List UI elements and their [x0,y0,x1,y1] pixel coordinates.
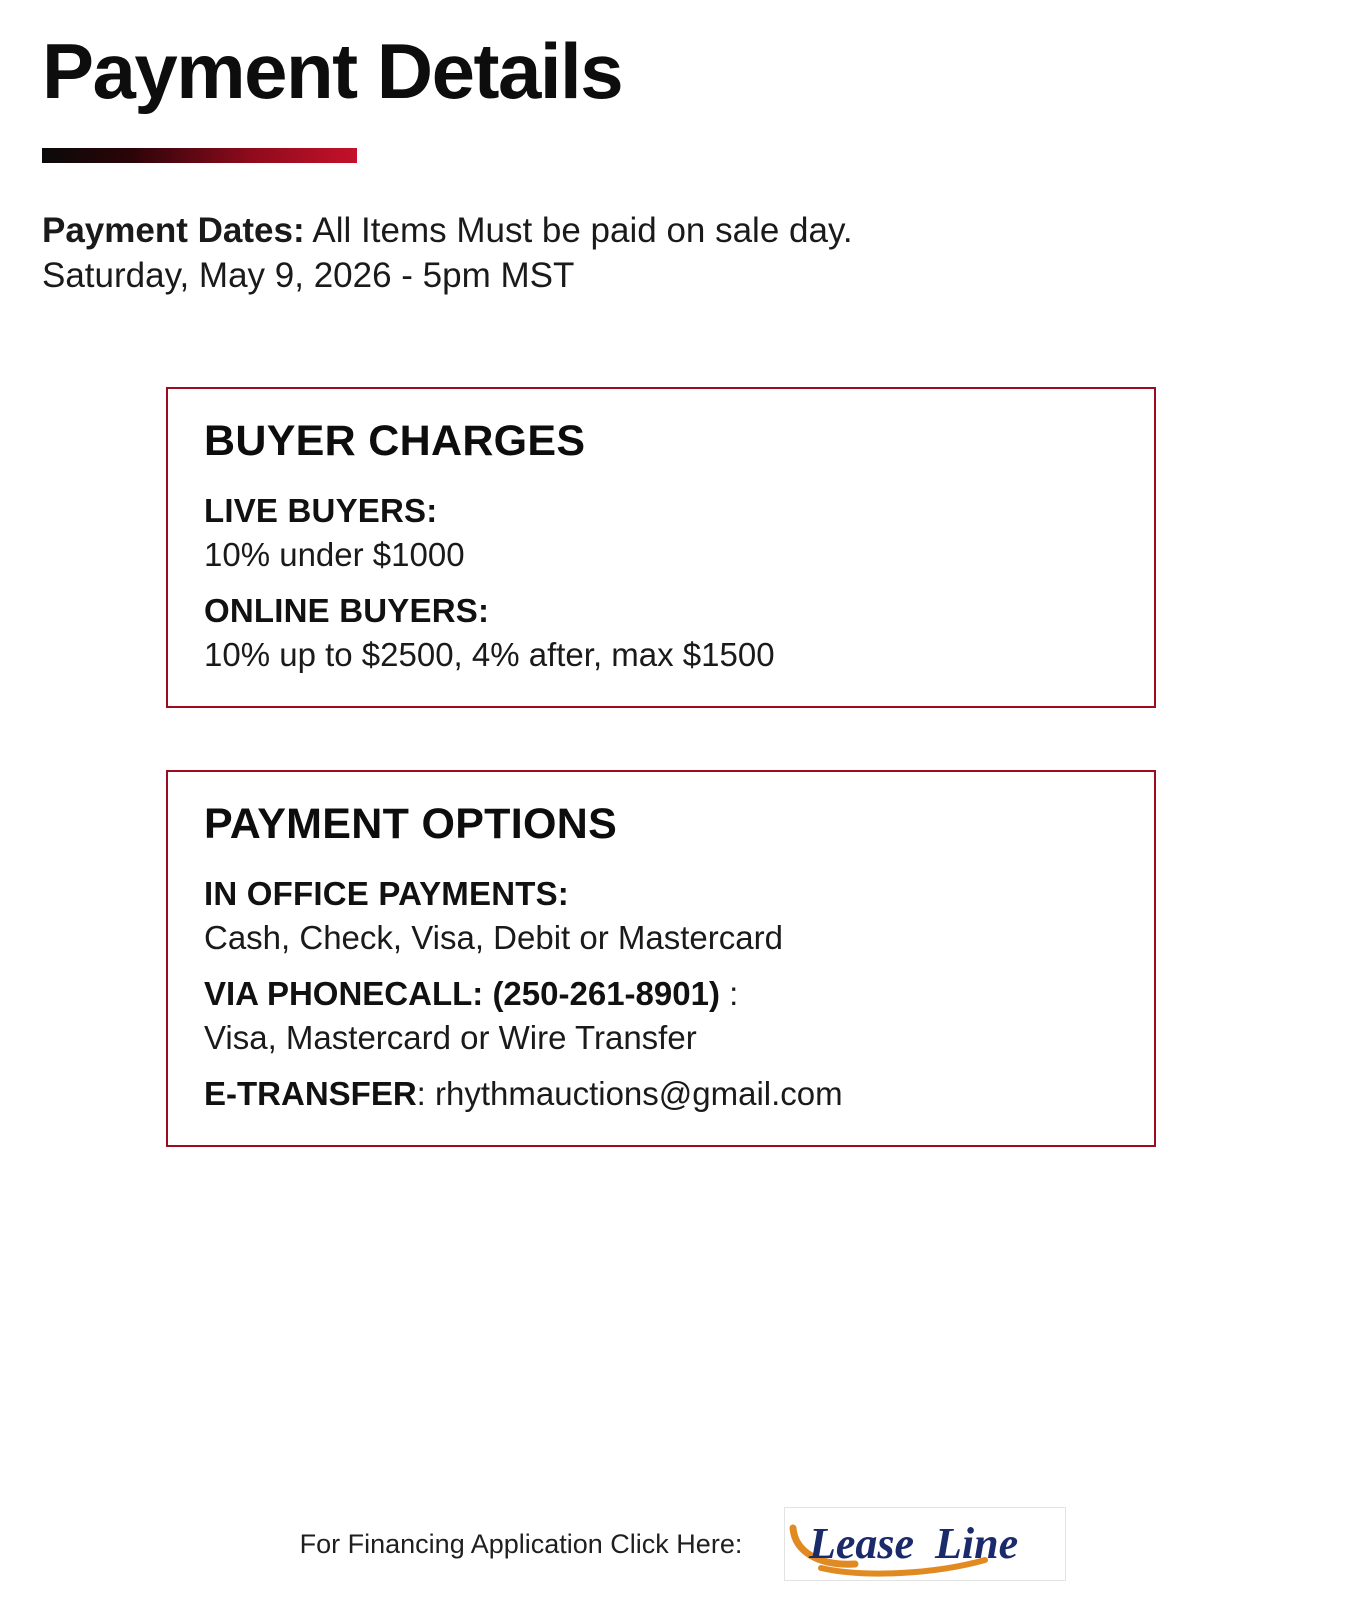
svg-text:Line: Line [935,1519,1019,1568]
etransfer-separator: : [416,1074,436,1112]
payment-dates-label: Payment Dates: [42,211,305,250]
in-office-payments-value: Cash, Check, Visa, Debit or Mastercard [204,918,783,956]
title-underline-rule [42,148,357,163]
payment-dates-second-line: Saturday, May 9, 2026 - 5pm MST [42,255,575,295]
payment-dates-value: All Items Must be paid on sale day. [312,211,853,250]
live-buyers-value: 10% under $1000 [204,535,465,573]
via-phonecall-label: VIA PHONECALL: (250-261-8901) [204,974,720,1012]
payment-options-box [166,770,1156,1147]
etransfer-email: rhythmauctions@gmail.com [435,1074,843,1112]
financing-application-text: For Financing Application Click Here: [299,1528,743,1559]
online-buyers-label: ONLINE BUYERS: [204,591,490,629]
in-office-payments-label: IN OFFICE PAYMENTS: [204,874,569,912]
svg-text:Lease: Lease [809,1519,915,1568]
online-buyers-value: 10% up to $2500, 4% after, max $1500 [204,635,775,673]
etransfer-row [204,1075,1120,1113]
via-phonecall-suffix: : [719,974,739,1012]
etransfer-label: E-TRANSFER [204,1074,417,1112]
buyer-charges-title: BUYER CHARGES [204,416,586,465]
leaseline-logo[interactable] [784,1507,1066,1581]
live-buyers-label: LIVE BUYERS: [204,491,438,529]
via-phonecall-value: Visa, Mastercard or Wire Transfer [204,1018,697,1056]
buyer-charges-box [166,387,1156,708]
page-title: Payment Details [42,27,623,115]
payment-options-title: PAYMENT OPTIONS [204,799,618,848]
payment-dates-block [42,209,1192,299]
via-phonecall-row [204,975,1120,1013]
footer [0,1507,1366,1581]
